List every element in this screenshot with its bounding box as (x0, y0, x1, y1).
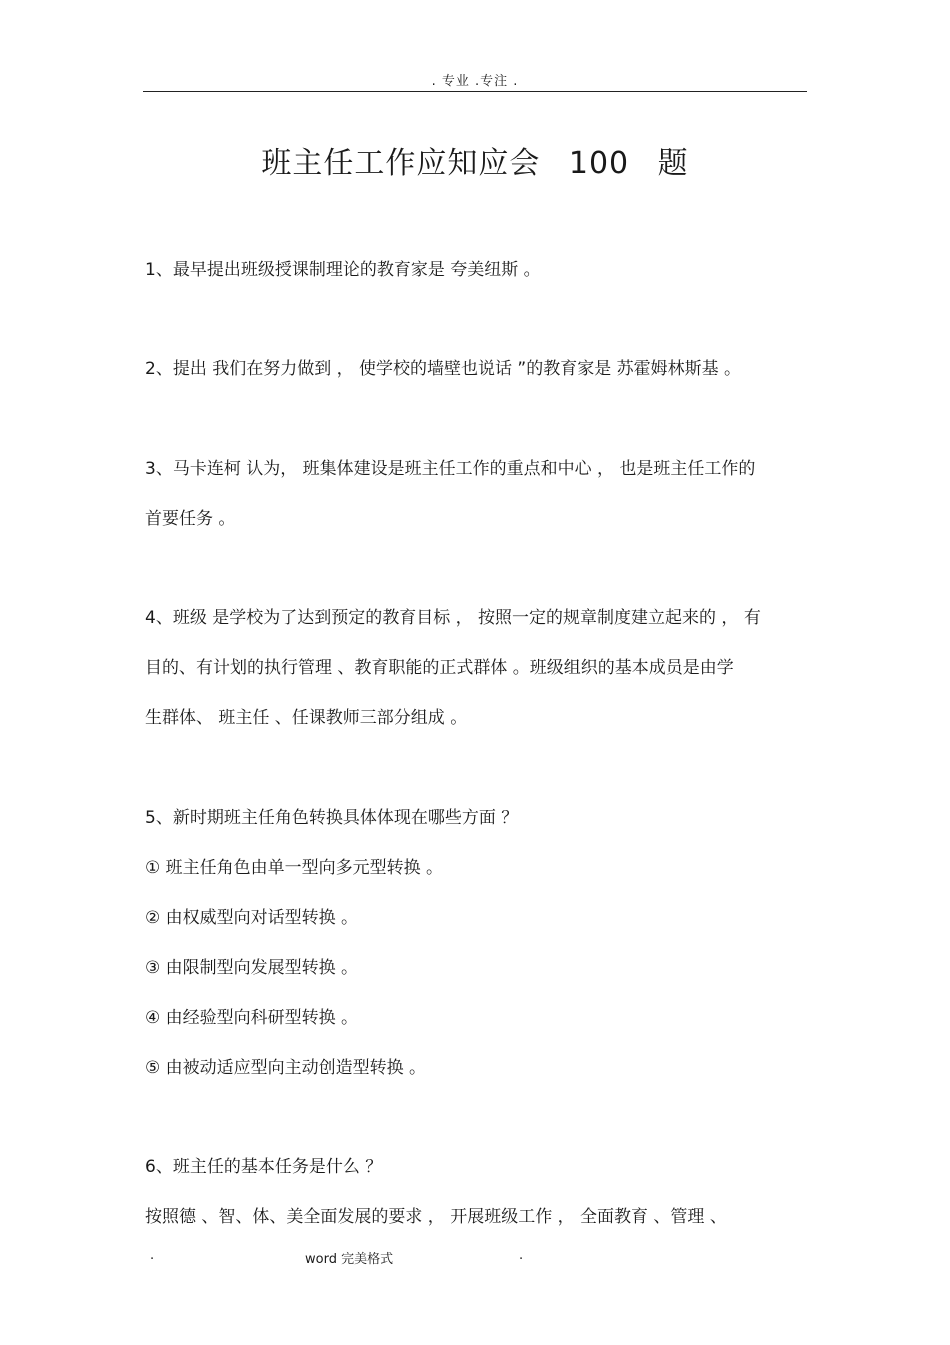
question-4-line-3: 生群体、 班主任 、任课教师三部分组成 。 (145, 708, 468, 728)
question-3-line-1: 3、马卡连柯 认为， 班集体建设是班主任工作的重点和中心 ， 也是班主任工作的 (145, 459, 756, 479)
question-5: 5、新时期班主任角色转换具体体现在哪些方面 ？ (145, 808, 519, 828)
question-6: 6、班主任的基本任务是什么 ？ (145, 1157, 383, 1177)
question-4-line-2: 目的、有计划的执行管理 、教育职能的正式群体 。班级组织的基本成员是由学 (145, 658, 734, 678)
document-title: 班主任工作应知应会 100 题 (261, 146, 689, 181)
question-5-item-1: ① 班主任角色由单一型向多元型转换 。 (145, 858, 444, 878)
question-5-item-5: ⑤ 由被动适应型向主动创造型转换 。 (145, 1058, 427, 1078)
question-3-line-2: 首要任务 。 (145, 509, 236, 529)
question-2: 2、提出 我们在努力做到 ， 使学校的墙壁也说话 ”的教育家是 苏霍姆林斯基 。 (145, 359, 742, 379)
footer-label: word 完美格式 (305, 1252, 394, 1267)
footer-right-dot: . (519, 1248, 524, 1263)
page-header: . 专业 .专注 . (431, 74, 519, 89)
question-6-answer-line-1: 按照德 、智、体、美全面发展的要求 ， 开展班级工作 ， 全面教育 、管理 、 (145, 1207, 727, 1227)
question-4-line-1: 4、班级 是学校为了达到预定的教育目标 ， 按照一定的规章制度建立起来的 ， 有 (145, 608, 761, 628)
question-5-item-3: ③ 由限制型向发展型转换 。 (145, 958, 359, 978)
question-5-item-4: ④ 由经验型向科研型转换 。 (145, 1008, 359, 1028)
question-5-item-2: ② 由权威型向对话型转换 。 (145, 908, 359, 928)
question-1: 1、最早提出班级授课制理论的教育家是 夸美纽斯 。 (145, 260, 541, 280)
header-divider (143, 91, 807, 92)
footer-left-dot: . (150, 1248, 155, 1263)
